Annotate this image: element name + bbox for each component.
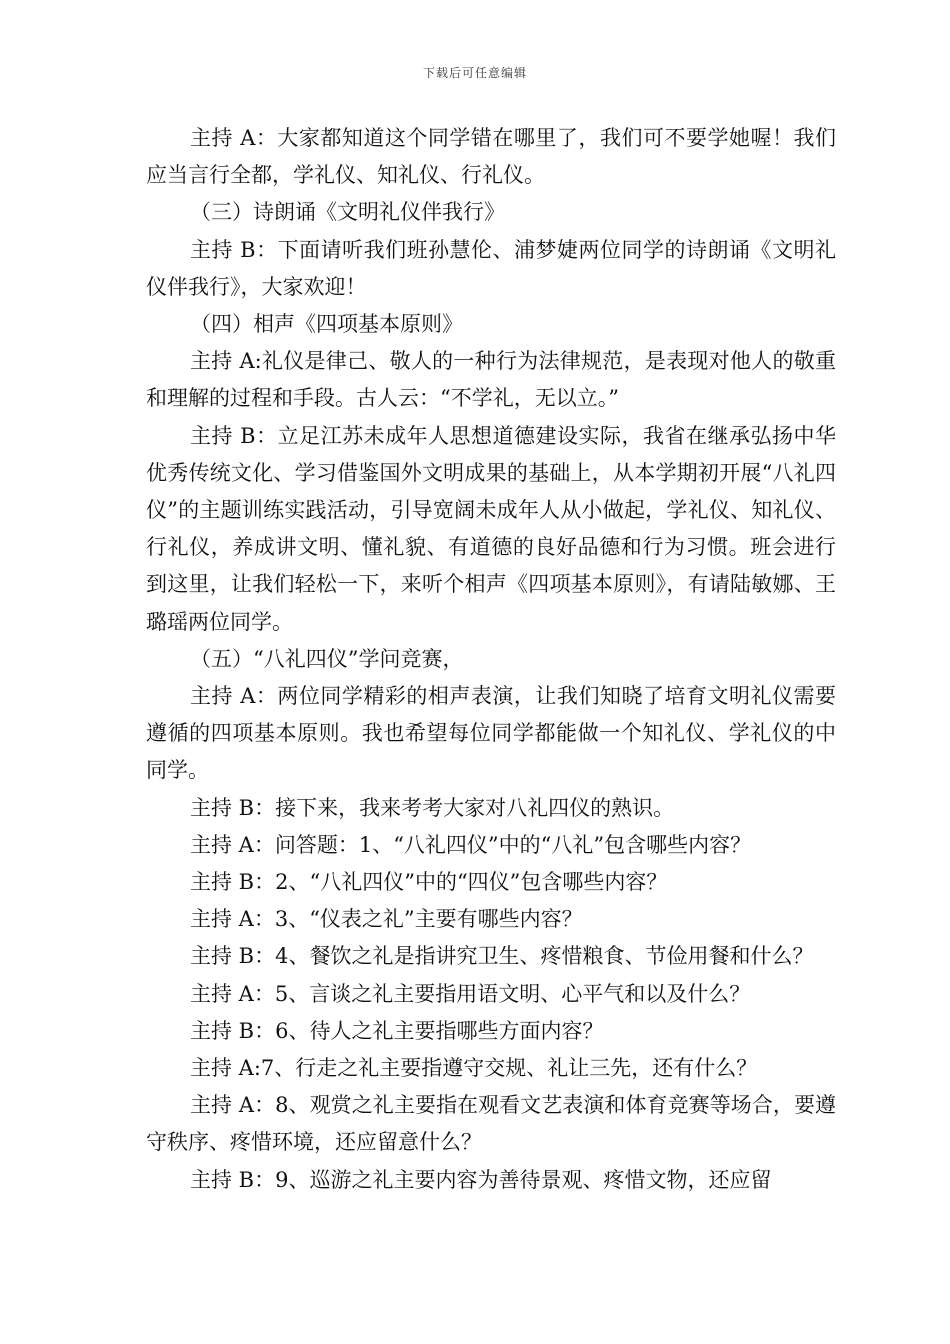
paragraph: 主持 B：4、餐饮之礼是指讲究卫生、疼惜粮食、节俭用餐和什么？	[190, 944, 814, 969]
document-body	[146, 120, 836, 1199]
paragraph: 主持 A：问答题：1、“八礼四仪”中的“八礼”包含哪些内容？	[190, 832, 752, 857]
paragraph: 主持 A：8、观赏之礼主要指在观看文艺表演和体育竞赛等场合，要遵守秩序、疼惜环境，还应留意什么？	[146, 1093, 836, 1155]
paragraph: 主持 A：5、言谈之礼主要指用语文明、心平气和以及什么？	[190, 981, 751, 1006]
paragraph: 主持 A：3、“仪表之礼”主要有哪些内容？	[190, 907, 583, 932]
section-heading: （五）“八礼四仪”学问竞赛，	[190, 646, 464, 671]
paragraph: 主持 B：立足江苏未成年人思想道德建设实际，我省在继承弘扬中华优秀传统文化、学习借鉴国外文明成果的基础上，从本学期初开展“八礼四仪”的主题训练实践活动，引导宽阔未成年人从小做起，学礼仪、知礼仪、行礼仪，养成讲文明、懂礼貌、有道德的良好品德和行为习惯。班会进行到这里，让我们轻松一下，来听个相声《四项基本原则》，有请陆敏娜、王璐瑶两位同学。	[146, 423, 836, 634]
paragraph: 主持 B：9、巡游之礼主要内容为善待景观、疼惜文物，还应留	[190, 1167, 772, 1192]
paragraph: 主持 B：6、待人之礼主要指哪些方面内容？	[190, 1018, 604, 1043]
paragraph: 主持 A：大家都知道这个同学错在哪里了，我们可不要学她喔！我们应当言行全都，学礼仪、知礼仪、行礼仪。	[146, 126, 836, 188]
section-heading: （三）诗朗诵《文明礼仪伴我行》	[190, 200, 505, 225]
paragraph: 主持 A:礼仪是律己、敬人的一种行为法律规范，是表现对他人的敬重和理解的过程和手段。古人云：“不学礼，无以立。”	[146, 349, 836, 411]
paragraph: 主持 B：接下来，我来考考大家对八礼四仪的熟识。	[190, 795, 675, 820]
paragraph: 主持 B：2、“八礼四仪”中的“四仪”包含哪些内容？	[190, 870, 668, 895]
paragraph: 主持 A：两位同学精彩的相声表演，让我们知晓了培育文明礼仪需要遵循的四项基本原则。我也希望每位同学都能做一个知礼仪、学礼仪的中同学。	[146, 684, 836, 783]
paragraph: 主持 A:7、行走之礼主要指遵守交规、礼让三先，还有什么？	[190, 1056, 758, 1081]
page-header: 下载后可任意编辑	[422, 66, 527, 80]
section-heading: （四）相声《四项基本原则》	[190, 312, 463, 337]
paragraph: 主持 B：下面请听我们班孙慧伦、浦梦婕两位同学的诗朗诵《文明礼仪伴我行》，大家欢迎！	[146, 237, 836, 299]
